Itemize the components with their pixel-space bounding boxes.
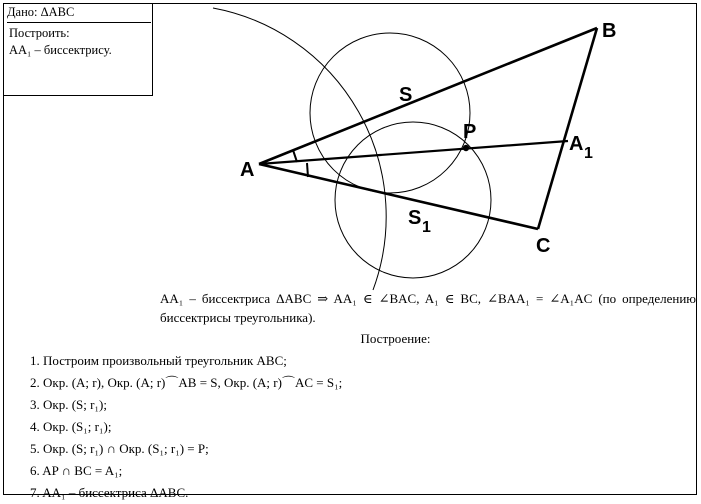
construction-step: 1. Построим произвольный треугольник ABC; xyxy=(30,353,287,368)
angle-mark-a1ac xyxy=(307,163,308,177)
construction-step: 6. AP ∩ BC = A₁; xyxy=(30,463,123,478)
construction-step: 5. Окр. (S; r₁) ∩ Окр. (S₁; r₁) = P; xyxy=(30,441,209,456)
construction-step: 3. Окр. (S; r₁); xyxy=(30,397,107,412)
label-c: C xyxy=(536,235,551,257)
label-a1: A xyxy=(569,133,584,155)
construction-step: 7. AA₁ – биссектриса ΔABC. xyxy=(30,485,189,500)
circle-center-s xyxy=(310,33,470,193)
label-a: A xyxy=(240,159,255,181)
label-s1: S xyxy=(408,207,422,229)
construction-step: 2. Окр. (A; r), Окр. (A; r)⌒AB = S, Окр. (A; r)⌒AC = S₁; xyxy=(30,375,343,390)
label-s: S xyxy=(399,84,413,106)
label-p: P xyxy=(463,121,477,143)
task-line-construct: Построить: xyxy=(9,26,70,40)
label-b: B xyxy=(602,20,617,42)
angle-mark-baa1 xyxy=(293,150,297,162)
task-line-bisector: AA₁ – биссектрису. xyxy=(9,43,112,57)
conclusion-text: AA₁ – биссектриса ΔABC ⇒ AA₁ ∈ ∠BAC, A₁ ∈ BC, ∠BAA₁ = ∠A₁AC (по определению биссектрисы треугольника). xyxy=(160,291,696,325)
point-p xyxy=(463,145,469,151)
construction-steps xyxy=(30,350,342,504)
side-bc xyxy=(538,28,597,229)
side-ac xyxy=(259,164,538,229)
construction-step: 4. Окр. (S₁; r₁); xyxy=(30,419,112,434)
construction-title: Построение: xyxy=(360,331,431,346)
label-a1-subscript: 1 xyxy=(584,145,593,162)
given-title: Дано: ΔABC xyxy=(7,4,151,23)
label-s1-subscript: 1 xyxy=(422,219,431,236)
